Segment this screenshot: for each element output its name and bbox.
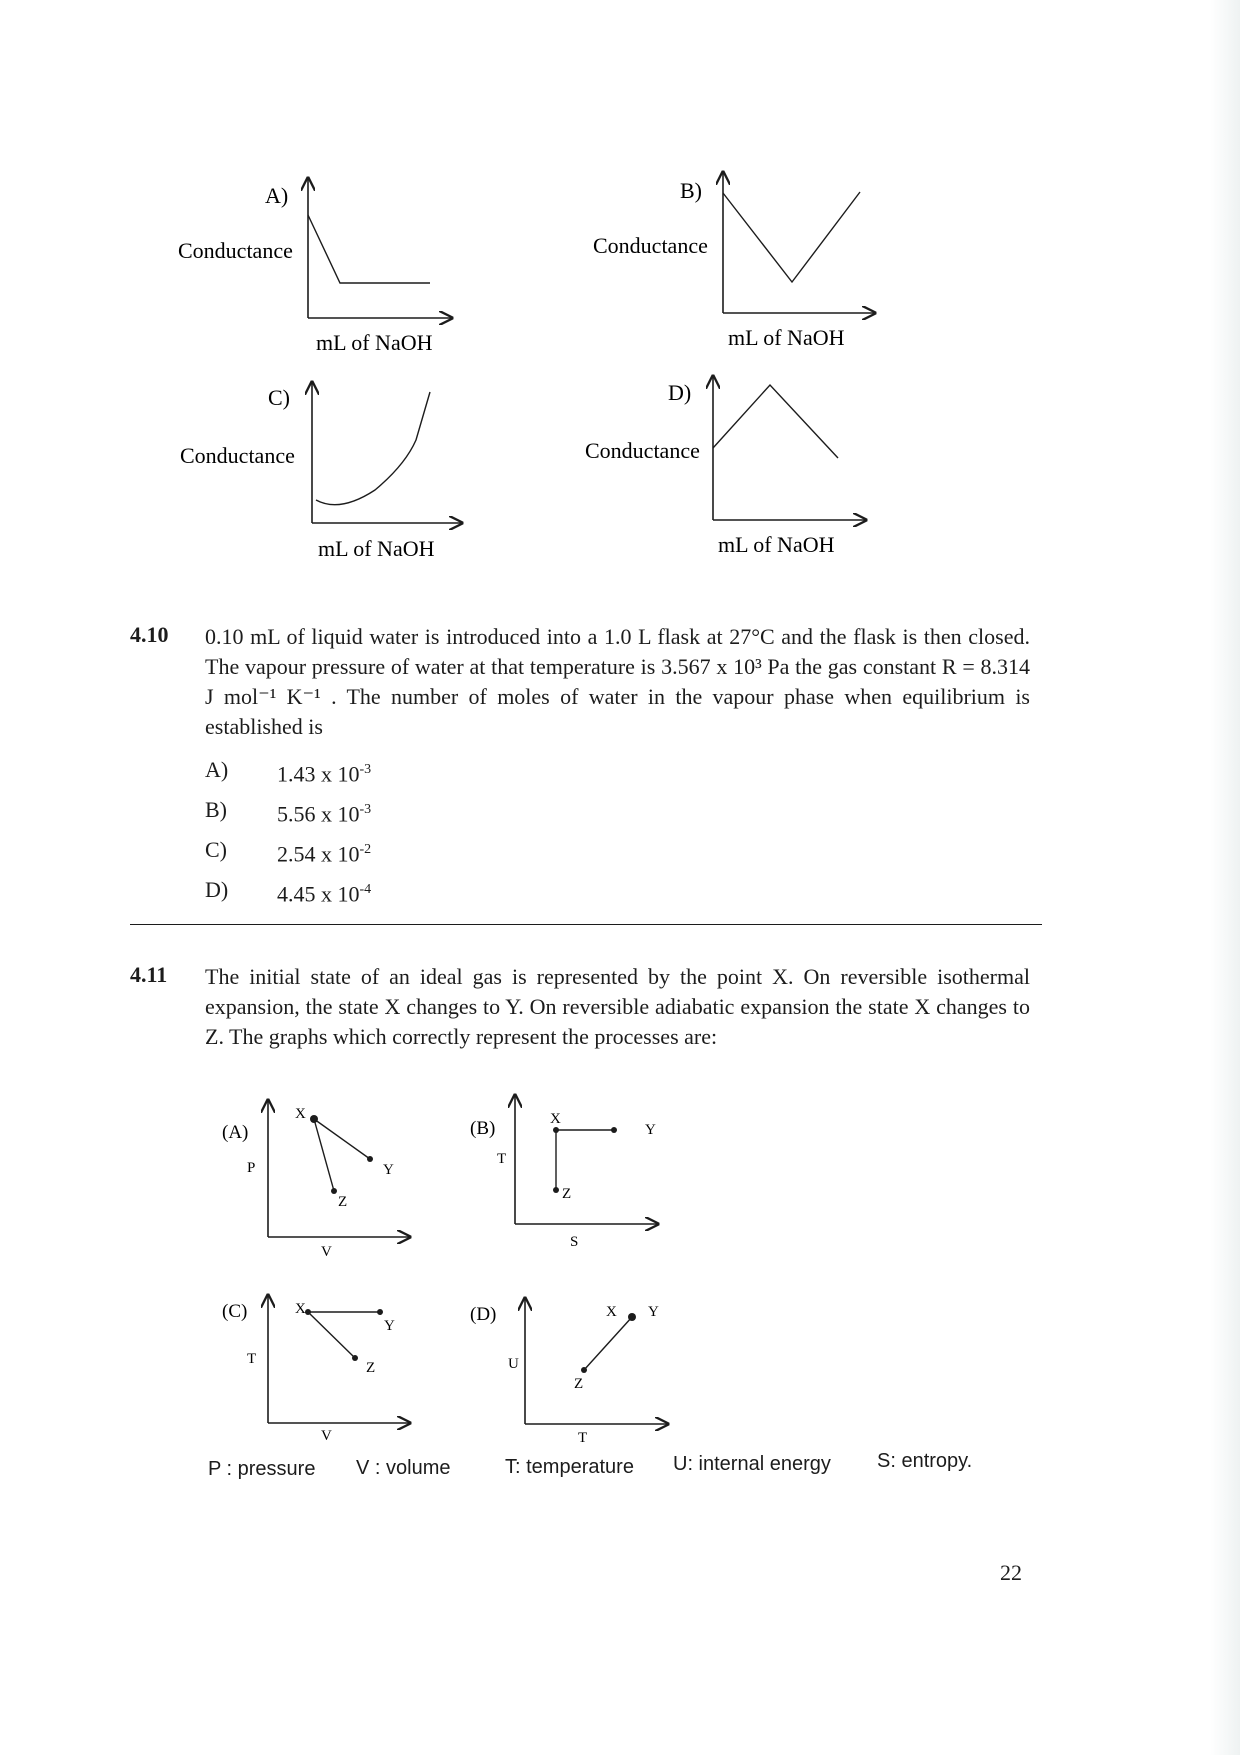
thermo-c-label: (C) [222, 1301, 248, 1322]
section-divider [130, 924, 1042, 925]
option-d[interactable] [205, 870, 605, 910]
legend-entropy: S: entropy. [877, 1450, 973, 1472]
graph-c-xlabel: mL of NaOH [318, 536, 435, 561]
thermo-c-point-x [305, 1309, 311, 1315]
thermo-d-xlabel: T [578, 1430, 588, 1446]
thermo-a-y: Y [383, 1162, 394, 1178]
thermodynamic-graphs [0, 1080, 1240, 1580]
graph-d-xlabel: mL of NaOH [718, 532, 835, 557]
thermo-a-xlabel: V [321, 1244, 332, 1260]
option-label: D) [205, 877, 229, 902]
graph-c-curve [316, 392, 430, 505]
thermo-b-label: (B) [470, 1118, 496, 1139]
conductance-graph-c [180, 382, 462, 561]
legend-volume: V : volume [356, 1457, 451, 1479]
thermo-graph-c [222, 1295, 410, 1444]
graph-a-ylabel: Conductance [178, 238, 293, 263]
thermo-c-x: X [295, 1301, 306, 1317]
graph-b-label: B) [680, 178, 702, 203]
option-c[interactable] [205, 830, 605, 870]
thermo-a-path-xy [314, 1119, 370, 1159]
option-value: 2.54 x $10^{-2}$ [277, 841, 372, 867]
thermo-a-point-y [367, 1156, 373, 1162]
thermo-a-point-z [331, 1188, 337, 1194]
thermo-graph-d [470, 1298, 668, 1446]
thermo-d-y: Y [648, 1304, 659, 1320]
thermo-a-point-x [310, 1115, 318, 1123]
thermo-a-path-xz [314, 1119, 334, 1191]
thermo-b-xlabel: S [570, 1234, 579, 1250]
conductance-graph-b [593, 172, 875, 350]
thermo-c-path-xz [308, 1312, 355, 1358]
thermo-d-x: X [606, 1304, 617, 1320]
thermo-b-z: Z [562, 1186, 572, 1202]
thermo-c-y: Y [384, 1318, 395, 1334]
question-number: 4.11 [130, 962, 168, 987]
thermo-a-ylabel: P [247, 1160, 256, 1176]
thermo-d-label: (D) [470, 1304, 497, 1325]
thermo-b-x: X [550, 1111, 561, 1127]
thermo-d-point-x [628, 1313, 636, 1321]
answer-options [205, 750, 605, 910]
graph-c-label: C) [268, 385, 290, 410]
option-label: B) [205, 797, 227, 822]
thermo-d-path-zx [584, 1317, 632, 1370]
legend-internal-energy: U: internal energy [673, 1453, 831, 1475]
thermo-c-point-y [377, 1309, 383, 1315]
question-text: The initial state of an ideal gas is represented by the point X. On reversible isothermal expansion, the state X changes to Y. On reversible adiabatic expansion the state X changes to Z. The graphs which correctly represent the processes are: [205, 964, 1030, 1049]
thermo-a-label: (A) [222, 1122, 249, 1143]
question-number: 4.10 [130, 622, 169, 647]
thermo-b-y: Y [645, 1122, 656, 1138]
question-text: 0.10 mL of liquid water is introduced into a 1.0 L flask at 27°C and the flask is then closed. The vapour pressure of water at that temperature is 3.567 x 10³ Pa the gas constant R = 8.314 J mol⁻¹ K⁻¹ . The number of moles of water in the vapour phase when equilibrium is established is [205, 624, 1030, 739]
option-b[interactable] [205, 790, 605, 830]
option-value: 5.56 x $10^{-3}$ [277, 801, 372, 827]
thermo-a-z: Z [338, 1194, 348, 1210]
thermo-c-z: Z [366, 1360, 376, 1376]
conductance-graph-a [178, 178, 452, 355]
graph-d-ylabel: Conductance [585, 438, 700, 463]
thermo-b-point-x [553, 1127, 559, 1133]
thermo-c-point-z [352, 1355, 358, 1361]
page-number: 22 [1000, 1560, 1022, 1585]
graph-b-curve [723, 192, 860, 282]
thermo-d-ylabel: U [508, 1356, 519, 1372]
option-label: A) [205, 757, 229, 782]
thermo-graph-b [470, 1095, 658, 1250]
thermo-b-ylabel: T [497, 1151, 507, 1167]
thermo-b-point-y [611, 1127, 617, 1133]
thermo-a-x: X [295, 1106, 306, 1122]
conductance-graph-d [585, 376, 866, 557]
thermo-graph-a [222, 1100, 410, 1260]
legend-pressure: P : pressure [208, 1458, 316, 1480]
option-value: 4.45 x $10^{-4}$ [277, 881, 372, 907]
graph-d-label: D) [668, 380, 692, 405]
graph-b-ylabel: Conductance [593, 233, 708, 258]
graph-b-xlabel: mL of NaOH [728, 325, 845, 350]
graph-a-label: A) [265, 183, 289, 208]
thermo-d-z: Z [574, 1376, 584, 1392]
option-a[interactable] [205, 750, 605, 790]
graph-d-curve [713, 385, 838, 458]
thermo-b-point-z [553, 1187, 559, 1193]
thermo-c-xlabel: V [321, 1428, 332, 1444]
graph-c-ylabel: Conductance [180, 443, 295, 468]
option-value: 1.43 x $10^{-3}$ [277, 761, 372, 787]
thermo-c-ylabel: T [247, 1351, 257, 1367]
thermo-d-point-z [581, 1367, 587, 1373]
legend-temperature: T: temperature [505, 1456, 634, 1478]
conductance-graphs [0, 0, 1240, 600]
graph-a-curve [308, 215, 430, 283]
graph-a-xlabel: mL of NaOH [316, 330, 433, 355]
option-label: C) [205, 837, 227, 862]
